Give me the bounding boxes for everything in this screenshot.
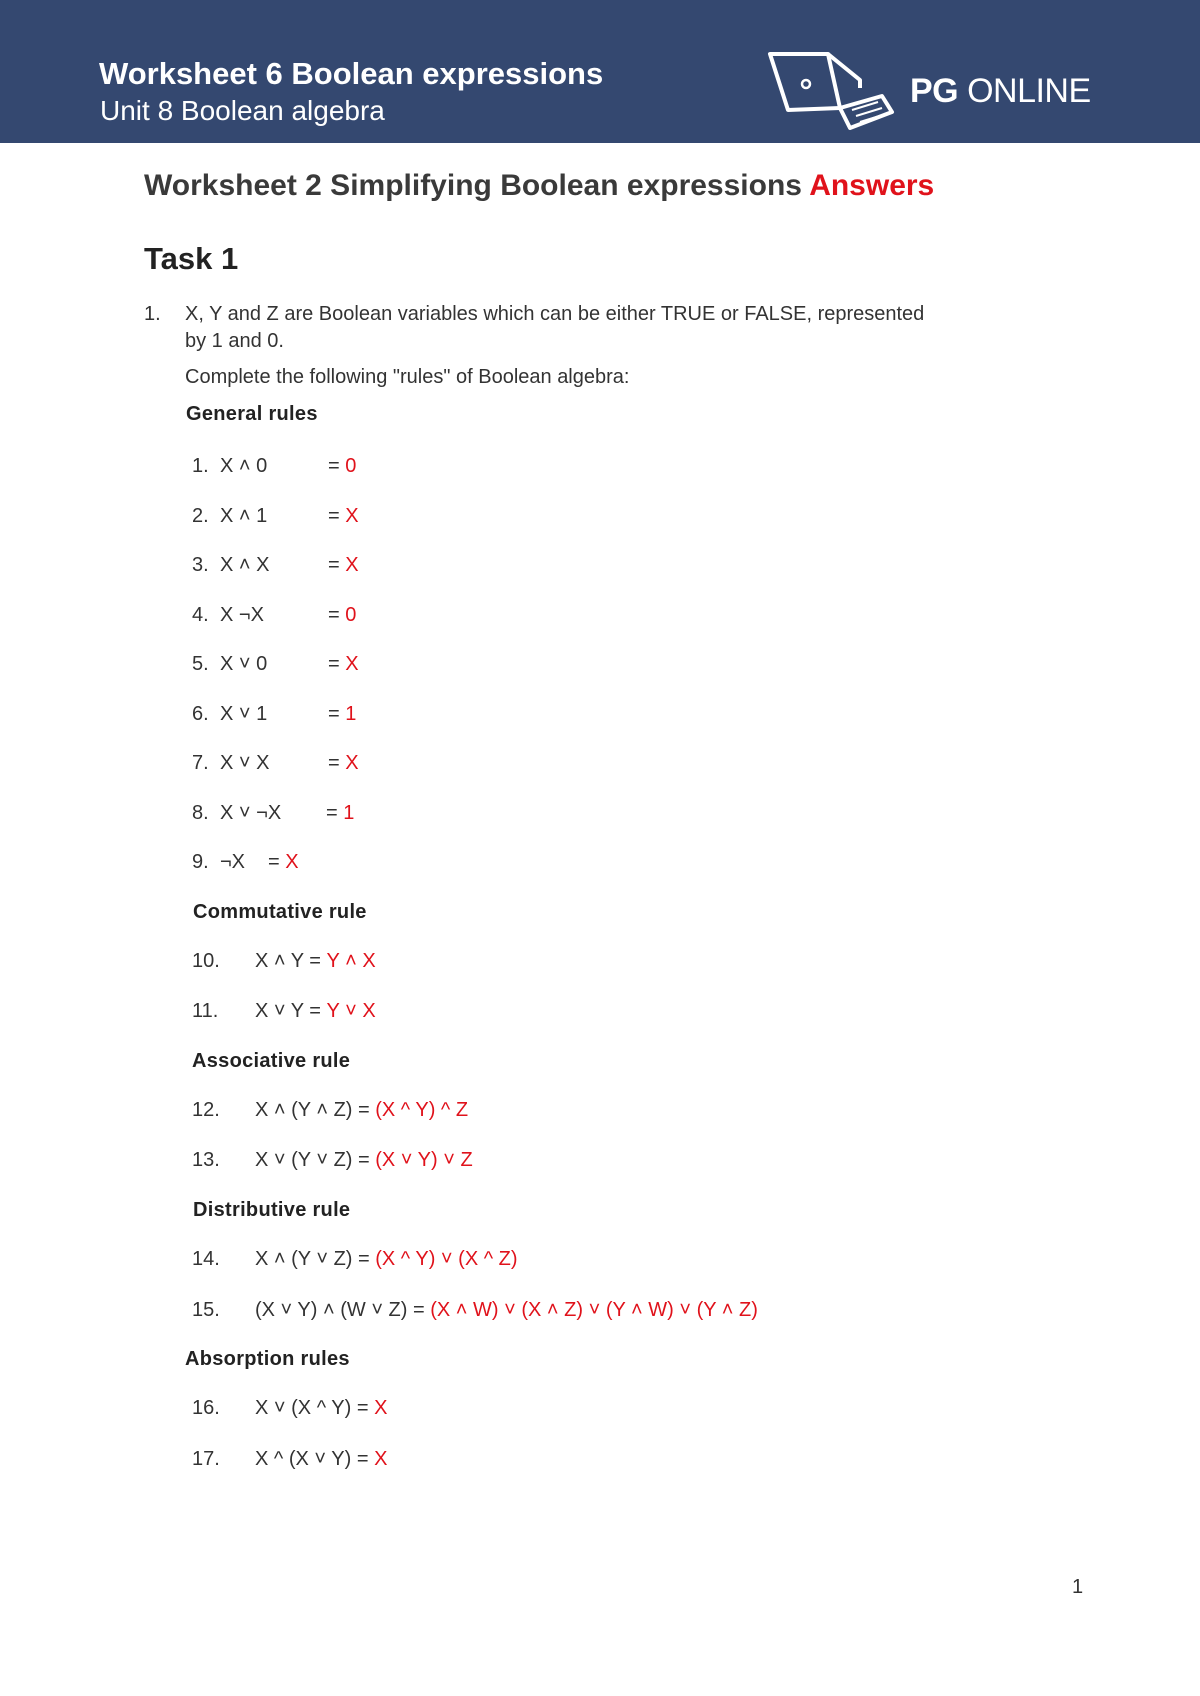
rule-answer: X <box>345 504 359 527</box>
rule-answer: X <box>345 752 359 774</box>
rule-number: 10. <box>192 950 220 972</box>
rule-answer: 1 <box>345 702 357 725</box>
rule-answer: Y ˄ X <box>326 950 376 972</box>
rule-expression: X ˅ X <box>220 752 270 774</box>
equals-sign: = <box>328 752 346 774</box>
rule-number: 6. <box>192 702 209 725</box>
equals-sign: = <box>328 455 346 477</box>
rule-number: 3. <box>192 554 209 576</box>
document-title: Worksheet 2 Simplifying Boolean expressions Answers <box>144 169 935 202</box>
rule-row <box>192 453 356 479</box>
question-text-line1: X, Y and Z are Boolean variables which can be either TRUE or FALSE, represented <box>185 303 925 325</box>
task-heading: Task 1 <box>144 241 239 276</box>
question-number: 1. <box>144 303 161 325</box>
rule-row <box>192 800 354 826</box>
rule-answer: X <box>374 1448 388 1470</box>
rule-number: 14. <box>192 1248 220 1270</box>
rule-number: 9. <box>192 851 209 873</box>
equals-sign: = <box>326 801 344 824</box>
rule-expression: X ˄ 1 <box>220 504 268 527</box>
rule-number: 8. <box>192 801 209 824</box>
logo-wordmark: PG ONLINE <box>910 72 1091 110</box>
rule-expression: X ˅ ¬X <box>220 801 282 824</box>
equals-sign: = <box>328 702 346 725</box>
rule-expression: X ˅ Y = <box>255 1000 327 1022</box>
rule-number: 2. <box>192 504 209 527</box>
rule-expression: X ˄ (Y ˄ Z) = <box>255 1099 376 1121</box>
rule-answer: 1 <box>343 801 355 824</box>
rule-row <box>192 750 359 776</box>
rule-expression: X ˅ (X ^ Y) = <box>255 1397 375 1419</box>
rule-row <box>192 1097 468 1123</box>
section-absorption-rules: Absorption rules <box>185 1348 350 1370</box>
rule-row <box>192 651 359 677</box>
rule-answer: (X ˅ Y) ˅ Z <box>375 1149 473 1171</box>
rule-number: 7. <box>192 752 209 774</box>
rule-number: 17. <box>192 1448 220 1470</box>
rule-answer: Y ˅ X <box>326 1000 376 1022</box>
rule-row <box>192 1246 518 1272</box>
rule-number: 12. <box>192 1099 220 1121</box>
rule-answer: X <box>374 1397 388 1419</box>
equals-sign: = <box>328 554 346 576</box>
rule-expression: X ^ (X ˅ Y) = <box>255 1448 375 1470</box>
rule-number: 13. <box>192 1149 220 1171</box>
rule-answer: 0 <box>345 603 357 626</box>
rule-row <box>192 1395 387 1421</box>
section-general-rules: General rules <box>186 403 318 425</box>
laptop-icon <box>764 50 898 134</box>
rule-expression: (X ˅ Y) ˄ (W ˅ Z) = <box>255 1299 431 1321</box>
rule-expression: X ¬X <box>220 603 264 626</box>
page-number: 1 <box>1072 1576 1084 1598</box>
rule-answer: X <box>345 554 359 576</box>
equals-sign: = <box>328 603 346 626</box>
rule-answer: (X ^ Y) ^ Z <box>375 1099 469 1121</box>
section-associative-rule: Associative rule <box>192 1050 351 1072</box>
rule-answer: 0 <box>345 455 357 477</box>
rule-answer: (X ˄ W) ˅ (X ˄ Z) ˅ (Y ˄ W) ˅ (Y ˄ Z) <box>430 1299 758 1321</box>
header-subtitle: Unit 8 Boolean algebra <box>100 95 385 126</box>
rule-expression: ¬X <box>220 851 246 873</box>
rule-row <box>192 998 376 1024</box>
rule-expression: X ˄ 0 <box>220 455 268 477</box>
rule-row <box>192 1147 473 1173</box>
rule-expression: X ˅ (Y ˅ Z) = <box>255 1149 376 1171</box>
rule-answer: (X ^ Y) ˅ (X ^ Z) <box>375 1248 518 1270</box>
rule-number: 5. <box>192 653 209 675</box>
equals-sign: = <box>328 653 346 675</box>
question-text-line2: by 1 and 0. <box>185 330 284 352</box>
rule-answer: X <box>345 653 359 675</box>
header-title: Worksheet 6 Boolean expressions <box>99 56 604 91</box>
rule-row <box>192 552 359 578</box>
rule-expression: X ˄ X <box>220 554 270 576</box>
section-commutative-rule: Commutative rule <box>193 901 367 923</box>
rule-expression: X ˅ 0 <box>220 653 268 675</box>
rule-number: 16. <box>192 1397 220 1419</box>
rule-row <box>192 849 299 875</box>
page-header <box>0 0 1200 143</box>
equals-sign: = <box>268 851 286 873</box>
instruction-text: Complete the following "rules" of Boolean algebra: <box>185 366 630 388</box>
rule-answer: X <box>285 851 299 873</box>
rule-number: 4. <box>192 603 209 626</box>
rule-row <box>192 701 356 727</box>
rule-number: 1. <box>192 455 209 477</box>
rule-row <box>192 948 376 974</box>
section-distributive-rule: Distributive rule <box>193 1199 351 1221</box>
rule-expression: X ˅ 1 <box>220 702 268 725</box>
rule-row <box>192 1446 387 1472</box>
rule-number: 11. <box>192 1000 219 1022</box>
rule-expression: X ˄ (Y ˅ Z) = <box>255 1248 376 1270</box>
rule-row <box>192 1297 758 1323</box>
answers-label: Answers <box>809 169 935 202</box>
rule-row <box>192 602 356 628</box>
equals-sign: = <box>328 504 346 527</box>
rule-number: 15. <box>192 1299 220 1321</box>
rule-row <box>192 503 359 529</box>
rule-expression: X ˄ Y = <box>255 950 327 972</box>
